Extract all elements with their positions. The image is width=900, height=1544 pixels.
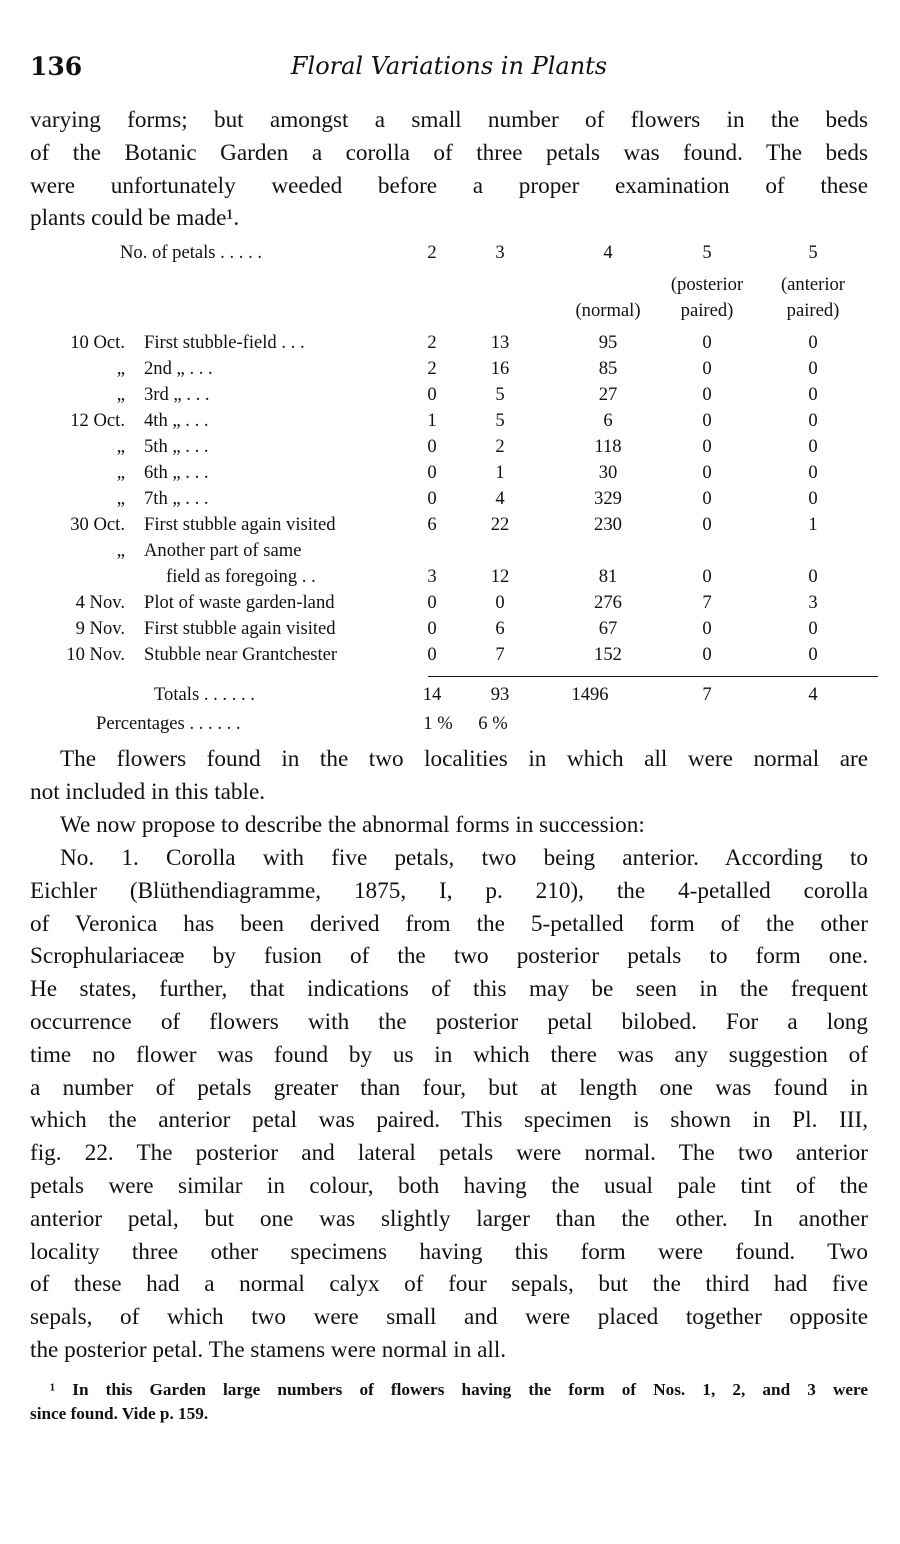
row-date: 4 Nov.: [75, 592, 125, 613]
row-location: field as foregoing . .: [166, 566, 316, 587]
row-location: 6th „ . . .: [144, 462, 209, 483]
table-row: [30, 488, 868, 514]
text-line: anterior petal, but one was slightly larger than the other. In another: [30, 1205, 868, 1232]
column-subheading: paired): [680, 300, 734, 321]
row-date: 12 Oct.: [70, 410, 125, 431]
row-value: 3: [427, 566, 437, 587]
table-row: [30, 514, 868, 540]
column-subheading: (normal): [575, 300, 641, 321]
column-count: 5: [808, 242, 818, 263]
text-line: the posterior petal. The stamens were normal in all.: [30, 1336, 507, 1363]
description-paragraph: [30, 842, 868, 1367]
text-line: fig. 22. The posterior and lateral petals were normal. The two anterior: [30, 1140, 868, 1167]
row-location: First stubble again visited: [144, 618, 336, 639]
row-value: 5: [495, 384, 505, 405]
text-line: of these had a normal calyx of four sepals, but the third had five: [30, 1271, 868, 1298]
row-value: 0: [702, 384, 712, 405]
row-value: 0: [427, 592, 437, 613]
row-date: „: [116, 462, 125, 483]
total-value: 93: [490, 684, 510, 705]
row-value: 5: [495, 410, 505, 431]
row-value: 329: [594, 488, 622, 509]
row-value: 6: [603, 410, 613, 431]
text-line: We now propose to describe the abnormal forms in succession:: [60, 812, 645, 838]
table-row: [30, 436, 868, 462]
row-value: 22: [490, 514, 510, 535]
row-value: 0: [702, 332, 712, 353]
row-date: „: [116, 540, 125, 561]
page-number: 136: [30, 52, 83, 81]
percentage-value: 1 %: [423, 713, 453, 734]
column-count: 3: [495, 242, 505, 263]
table-row: [30, 592, 868, 618]
header-label: No. of petals . . . . .: [120, 242, 263, 263]
row-value: 6: [495, 618, 505, 639]
row-date: 10 Oct.: [70, 332, 125, 353]
row-date: „: [116, 436, 125, 457]
row-value: 0: [702, 358, 712, 379]
column-subheading: (anterior: [780, 274, 845, 295]
row-location: 7th „ . . .: [144, 488, 209, 509]
row-value: 0: [427, 618, 437, 639]
row-value: 3: [808, 592, 818, 613]
text-line: were unfortunately weeded before a proper examination of these: [30, 172, 868, 199]
column-count: 2: [427, 242, 437, 263]
row-location: First stubble again visited: [144, 514, 336, 535]
totals-label: Totals . . . . . .: [154, 684, 255, 705]
row-value: 27: [598, 384, 618, 405]
row-value: 0: [702, 514, 712, 535]
total-value: 1496: [571, 684, 609, 705]
row-value: 0: [808, 644, 818, 665]
text-line: time no flower was found by us in which there was any suggestion of: [30, 1041, 868, 1068]
column-subheading: (posterior: [670, 274, 744, 295]
table-row: [30, 462, 868, 488]
row-date: „: [116, 358, 125, 379]
row-date: 30 Oct.: [70, 514, 125, 535]
row-value: 2: [427, 358, 437, 379]
row-value: 0: [808, 436, 818, 457]
total-value: 14: [422, 684, 442, 705]
row-value: 0: [702, 566, 712, 587]
row-value: 0: [427, 384, 437, 405]
text-line: of the Botanic Garden a corolla of three petals was found. The beds: [30, 139, 868, 166]
row-value: 0: [808, 566, 818, 587]
column-subheading: paired): [786, 300, 840, 321]
text-line: No. 1. Corolla with five petals, two being anterior. According to: [60, 845, 868, 871]
total-value: 4: [808, 684, 818, 705]
row-value: 0: [808, 462, 818, 483]
table-row: [30, 566, 868, 592]
text-line: a number of petals greater than four, but at length one was found in: [30, 1074, 868, 1101]
footnote-line: since found. Vide p. 159.: [30, 1404, 209, 1423]
table-header-row: [30, 242, 868, 268]
row-value: 0: [702, 436, 712, 457]
row-value: 0: [808, 618, 818, 639]
column-count: 4: [603, 242, 613, 263]
row-value: 0: [427, 462, 437, 483]
row-date: „: [116, 488, 125, 509]
totals-rule: [428, 676, 878, 677]
text-line: which the anterior petal was paired. This specimen is shown in Pl. III,: [30, 1107, 868, 1134]
table-row: [30, 358, 868, 384]
row-value: 13: [490, 332, 510, 353]
intro-paragraph: [30, 104, 868, 235]
row-location: Plot of waste garden-land: [144, 592, 335, 613]
row-value: 0: [702, 644, 712, 665]
text-line: varying forms; but amongst a small number of flowers in the beds: [30, 107, 868, 133]
footnote-line: ¹ In this Garden large numbers of flowers having the form of Nos. 1, 2, and 3 were: [50, 1380, 868, 1399]
row-value: 12: [490, 566, 510, 587]
row-location: 5th „ . . .: [144, 436, 209, 457]
row-value: 7: [495, 644, 505, 665]
note-paragraph: [30, 743, 868, 809]
text-line: occurrence of flowers with the posterior petal bilobed. For a long: [30, 1008, 868, 1035]
intro-sentence: [30, 809, 868, 842]
row-value: 4: [495, 488, 505, 509]
row-value: 2: [427, 332, 437, 353]
row-value: 0: [702, 410, 712, 431]
table-subheader-row: [30, 274, 868, 300]
running-title: Floral Variations in Plants: [290, 52, 608, 80]
text-line: plants could be made¹.: [30, 205, 240, 232]
text-line: not included in this table.: [30, 778, 266, 805]
table-row: [30, 384, 868, 410]
text-line: The flowers found in the two localities in which all were normal are: [60, 746, 868, 772]
row-value: 0: [427, 488, 437, 509]
row-location: First stubble-field . . .: [144, 332, 305, 353]
percentage-value: 6 %: [478, 713, 508, 734]
table-row: [30, 644, 868, 670]
text-line: Eichler (Blüthendiagramme, 1875, I, p. 210), the 4-petalled corolla: [30, 877, 868, 904]
table-row: [30, 540, 868, 566]
row-value: 95: [598, 332, 618, 353]
table-subheader-row: [30, 300, 868, 326]
row-value: 0: [427, 436, 437, 457]
page-header: [30, 52, 868, 88]
row-value: 0: [808, 332, 818, 353]
row-value: 0: [427, 644, 437, 665]
row-value: 2: [495, 436, 505, 457]
row-value: 1: [808, 514, 818, 535]
text-line: He states, further, that indications of this may be seen in the frequent: [30, 976, 868, 1003]
row-value: 0: [495, 592, 505, 613]
row-value: 1: [427, 410, 437, 431]
row-value: 0: [808, 384, 818, 405]
row-value: 276: [594, 592, 622, 613]
footnote: [30, 1378, 868, 1426]
text-line: sepals, of which two were small and were placed together opposite: [30, 1304, 868, 1331]
table-row: [30, 410, 868, 436]
row-location: 2nd „ . . .: [144, 358, 213, 379]
row-value: 1: [495, 462, 505, 483]
row-value: 30: [598, 462, 618, 483]
row-value: 85: [598, 358, 618, 379]
text-line: locality three other specimens having this form were found. Two: [30, 1238, 868, 1265]
row-value: 16: [490, 358, 510, 379]
text-line: Scrophulariaceæ by fusion of the two posterior petals to form one.: [30, 943, 868, 970]
row-value: 152: [594, 644, 622, 665]
row-value: 6: [427, 514, 437, 535]
row-value: 0: [808, 488, 818, 509]
row-location: 3rd „ . . .: [144, 384, 210, 405]
row-value: 7: [702, 592, 712, 613]
row-value: 0: [808, 410, 818, 431]
row-value: 230: [594, 514, 622, 535]
totals-row: [30, 684, 868, 710]
total-value: 7: [702, 684, 712, 705]
row-value: 81: [598, 566, 618, 587]
row-location: Stubble near Grantchester: [144, 644, 338, 665]
row-location: Another part of same: [144, 540, 302, 561]
text-line: of Veronica has been derived from the 5-petalled form of the other: [30, 910, 868, 937]
row-value: 118: [594, 436, 622, 457]
row-value: 0: [702, 488, 712, 509]
row-value: 0: [702, 462, 712, 483]
row-date: 10 Nov.: [66, 644, 125, 665]
row-date: „: [116, 384, 125, 405]
row-value: 0: [808, 358, 818, 379]
column-count: 5: [702, 242, 712, 263]
percentages-row: [30, 713, 868, 739]
table-row: [30, 332, 868, 358]
row-value: 0: [702, 618, 712, 639]
row-location: 4th „ . . .: [144, 410, 209, 431]
row-date: 9 Nov.: [75, 618, 125, 639]
row-value: 67: [598, 618, 618, 639]
text-line: petals were similar in colour, both having the usual pale tint of the: [30, 1172, 868, 1199]
percentages-label: Percentages . . . . . .: [96, 713, 241, 734]
table-row: [30, 618, 868, 644]
